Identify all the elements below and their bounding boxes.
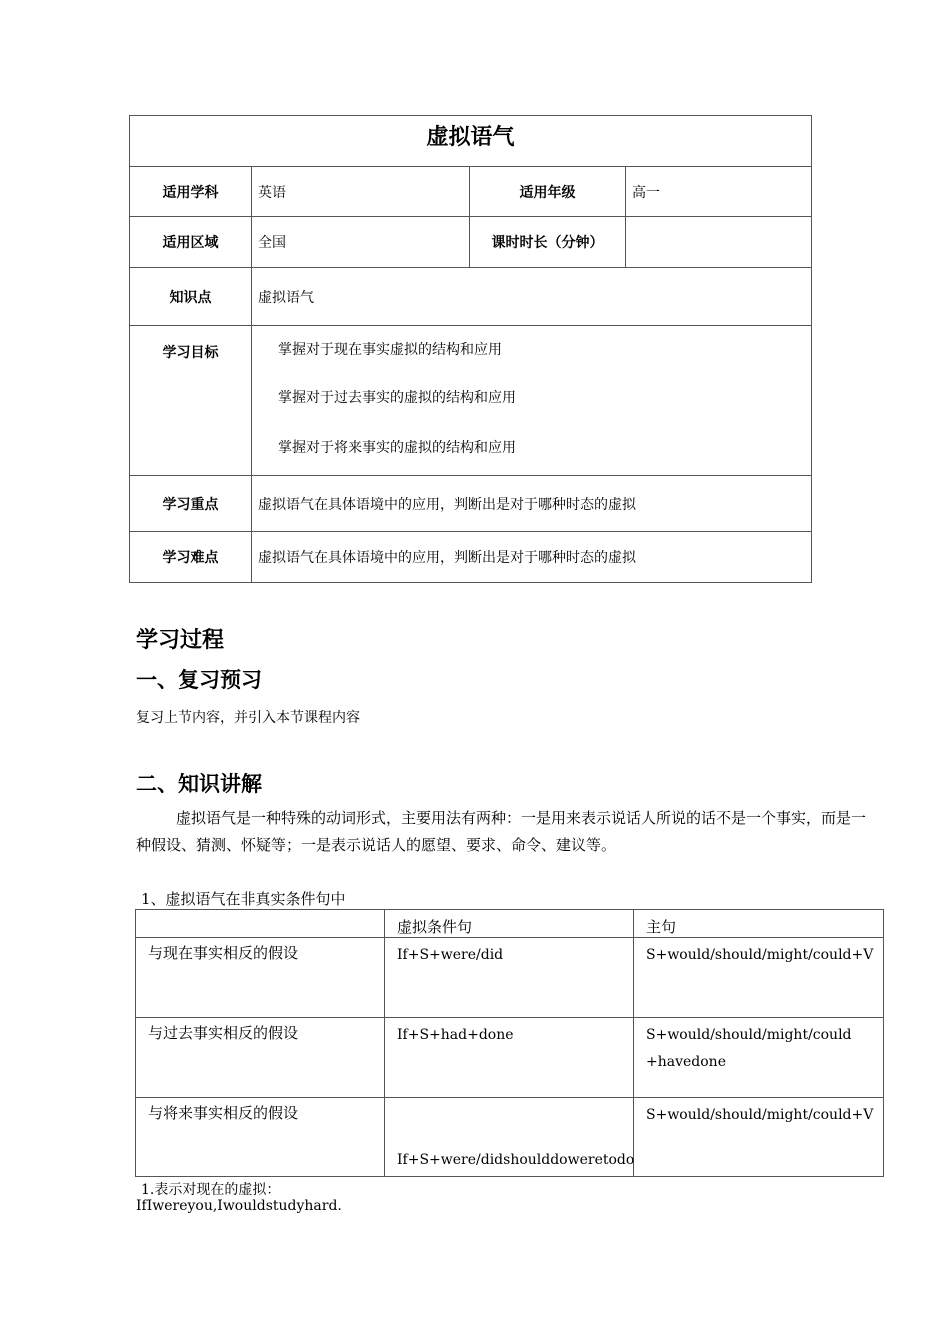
knowledge-label: 知识点 [130,268,252,326]
row-label: 与过去事实相反的假设 [136,1018,385,1098]
goals-label: 学习目标 [130,326,252,476]
section1-text: 复习上节内容，并引入本节课程内容 [136,710,360,726]
section2-paragraph: 虚拟语气是一种特殊的动词形式，主要用法有两种：一是用来表示说话人所说的话不是一个事实，而是一种假设、猜测、怀疑等；一是表示说话人的愿望、要求、命令、建议等。 [136,809,867,854]
difficulty-value: 虚拟语气在具体语境中的应用，判断出是对于哪种时态的虚拟 [252,532,812,583]
condition-cell: If+S+were/did [385,938,634,1018]
lesson-title: 虚拟语气 [130,116,812,167]
subjunctive-caption: 1、虚拟语气在非真实条件句中 [141,890,346,908]
main-clause-cell: S+would/should/might/could +havedone [634,1018,884,1098]
grade-value: 高一 [626,167,812,217]
duration-value [626,217,812,268]
main-clause-cell: S+would/should/might/could+V [634,938,884,1018]
example-sentence: IfIwereyou,Iwouldstudyhard. [136,1198,342,1214]
subjunctive-table [135,909,884,1177]
example-heading: 1.表示对现在的虚拟： [141,1182,281,1198]
grade-label: 适用年级 [470,167,626,217]
region-value: 全国 [252,217,470,268]
subject-value: 英语 [252,167,470,217]
region-label: 适用区域 [130,217,252,268]
section2-title: 二、知识讲解 [136,772,262,796]
duration-label: 课时时长（分钟） [470,217,626,268]
goal-item: 掌握对于现在事实虚拟的结构和应用 [278,342,502,358]
process-title: 学习过程 [136,628,225,653]
header-cell [136,910,385,938]
focus-value: 虚拟语气在具体语境中的应用，判断出是对于哪种时态的虚拟 [252,476,812,532]
condition-cell: If+S+were/didshoulddoweretodo [385,1098,634,1177]
difficulty-label: 学习难点 [130,532,252,583]
focus-label: 学习重点 [130,476,252,532]
header-cell: 主句 [634,910,884,938]
goal-item: 掌握对于将来事实的虚拟的结构和应用 [278,440,516,456]
main-clause-cell: S+would/should/might/could+V [634,1098,884,1177]
table-row [136,1018,884,1098]
condition-cell: If+S+had+done [385,1018,634,1098]
goals-list [252,326,812,476]
subject-label: 适用学科 [130,167,252,217]
header-cell: 虚拟条件句 [385,910,634,938]
knowledge-value: 虚拟语气 [252,268,812,326]
section1-title: 一、复习预习 [136,668,262,692]
lesson-info-table [129,115,812,583]
table-row [136,938,884,1018]
row-label: 与现在事实相反的假设 [136,938,385,1018]
goal-item: 掌握对于过去事实的虚拟的结构和应用 [278,390,516,406]
table-row [136,1098,884,1177]
row-label: 与将来事实相反的假设 [136,1098,385,1177]
